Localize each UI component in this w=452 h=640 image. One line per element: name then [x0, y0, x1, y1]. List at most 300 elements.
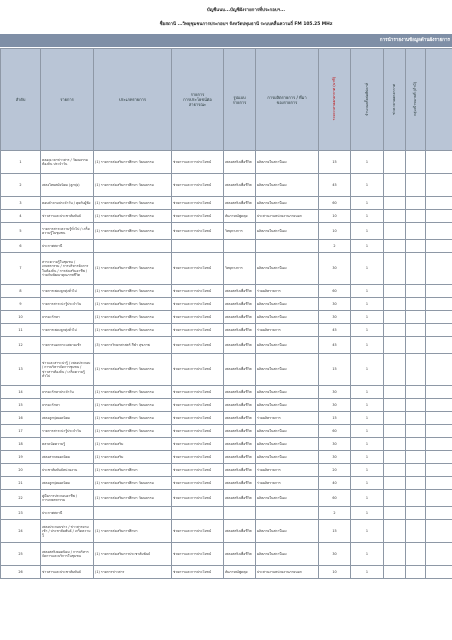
- cell-v1: 30: [319, 399, 351, 412]
- cell-format: เพลงสตริงเพื่อชีวิต: [224, 197, 256, 210]
- cell-empty: [406, 240, 426, 253]
- cell-empty: [406, 438, 426, 451]
- cell-category: ช่วยการและการประโยชน์: [172, 477, 224, 490]
- cell-type: (1) รายการส่งเสริมการศึกษา วัฒนธรรม: [94, 354, 172, 386]
- cell-v1: 45: [319, 337, 351, 354]
- cell-empty: [406, 566, 426, 579]
- cell-producer: ประสานงานหน่วยงานภายนอก: [256, 210, 319, 223]
- cell-producer: ผลิตภายในสถานีเอง: [256, 223, 319, 240]
- cell-name: รายการสาระความรู้ทั่วไป / เกร็ดความรู้ในชุมชน: [41, 223, 94, 240]
- cell-name: ข่าวสารและประชาสัมพันธ์: [41, 210, 94, 223]
- table-row: [1, 490, 452, 507]
- cell-name: เพลงไทยสมัยนิยม (ลูกทุ่ง): [41, 174, 94, 197]
- cell-no: 3: [1, 197, 41, 210]
- cell-no: 5: [1, 223, 41, 240]
- cell-type: (1) รายการส่งเสริมการศึกษา วัฒนธรรม: [94, 285, 172, 298]
- cell-empty: [406, 151, 426, 174]
- cell-format: เพลงสตริงเพื่อชีวิต: [224, 438, 256, 451]
- cell-no: 24: [1, 520, 41, 543]
- cell-name: คู่มือการประกอบอาชีพ / การเกษตรกรรม: [41, 490, 94, 507]
- table-row: [1, 566, 452, 579]
- cell-type: (1) รายการส่งเสริมการศึกษา วัฒนธรรม: [94, 386, 172, 399]
- cell-empty: [406, 253, 426, 285]
- cell-format: เพลงสตริงเพื่อชีวิต: [224, 412, 256, 425]
- cell-format: เพลงสตริงเพื่อชีวิต: [224, 543, 256, 566]
- cell-producer: ผลิตภายในสถานีเอง: [256, 298, 319, 311]
- document-subtitle: ชื่อสถานี ...วิทยุชุมชนการประกอบฯ จังหวัดปทุมธานี ระบบคลื่นความถี่ FM 105.25 MHz: [159, 22, 333, 27]
- cell-category: [172, 240, 224, 253]
- cell-empty: [384, 298, 406, 311]
- cell-type: (1) รายการส่งเสริมการศึกษา: [94, 464, 172, 477]
- cell-v2: 1: [351, 520, 384, 543]
- cell-v1: 60: [319, 490, 351, 507]
- cell-empty: [426, 151, 452, 174]
- cell-no: 13: [1, 354, 41, 386]
- cell-no: 15: [1, 399, 41, 412]
- cell-producer: ร่วมผลิตรายการ: [256, 477, 319, 490]
- cell-empty: [426, 425, 452, 438]
- cell-format: เพลงสตริงเพื่อชีวิต: [224, 477, 256, 490]
- cell-v2: 1: [351, 210, 384, 223]
- cell-format: เพลงสตริงเพื่อชีวิต: [224, 174, 256, 197]
- cell-v2: 1: [351, 464, 384, 477]
- table-row: [1, 298, 452, 311]
- cell-no: 16: [1, 412, 41, 425]
- header-audience: [406, 49, 426, 151]
- cell-empty: [426, 285, 452, 298]
- cell-category: ช่วยการและการประโยชน์: [172, 197, 224, 210]
- cell-v2: 1: [351, 337, 384, 354]
- table-row: [1, 151, 452, 174]
- table-row: [1, 223, 452, 240]
- cell-v2: 1: [351, 311, 384, 324]
- cell-name: ประชาสัมพันธ์หน่วยงาน: [41, 464, 94, 477]
- cell-type: (1) รายการส่งเสริมการศึกษา วัฒนธรรม: [94, 490, 172, 507]
- cell-empty: [426, 253, 452, 285]
- cell-empty: [384, 311, 406, 324]
- cell-format: เพลงสตริงเพื่อชีวิต: [224, 425, 256, 438]
- table-row: [1, 311, 452, 324]
- cell-format: เพลงสตริงเพื่อชีวิต: [224, 399, 256, 412]
- cell-producer: ผลิตภายในสถานีเอง: [256, 311, 319, 324]
- cell-category: ช่วยการและการประโยชน์: [172, 451, 224, 464]
- cell-name: เพลงลูกทุ่งยอดนิยม: [41, 477, 94, 490]
- table-row: [1, 477, 452, 490]
- cell-format: วิทยุทางการ: [224, 223, 256, 240]
- table-row: [1, 324, 452, 337]
- table-row: [1, 240, 452, 253]
- cell-empty: [406, 386, 426, 399]
- cell-type: (1) รายการส่งเสริมการศึกษา: [94, 520, 172, 543]
- cell-producer: [256, 240, 319, 253]
- cell-format: เพลงสตริงเพื่อชีวิต: [224, 451, 256, 464]
- header-type: ประเภทรายการ: [94, 49, 172, 151]
- cell-v1: 15: [319, 412, 351, 425]
- cell-category: ช่วยการและการประโยชน์: [172, 298, 224, 311]
- cell-producer: ร่วมผลิตรายการ: [256, 412, 319, 425]
- cell-name: รายการเพลงลูกทุ่งทั่วไป: [41, 285, 94, 298]
- cell-type: (1) รายการส่งเสริมการศึกษา วัฒนธรรม: [94, 151, 172, 174]
- cell-v1: 30: [319, 253, 351, 285]
- cell-format: เพลงสตริงเพื่อชีวิต: [224, 386, 256, 399]
- cell-category: ช่วยการและการประโยชน์: [172, 399, 224, 412]
- cell-empty: [384, 438, 406, 451]
- cell-empty: [406, 174, 426, 197]
- cell-empty: [406, 399, 426, 412]
- cell-empty: [384, 520, 406, 543]
- cell-no: 12: [1, 337, 41, 354]
- cell-v2: 1: [351, 477, 384, 490]
- cell-name: รายการสาระน่ารู้ประจำวัน: [41, 425, 94, 438]
- table-row: [1, 520, 452, 543]
- cell-producer: ผลิตภายในสถานีเอง: [256, 451, 319, 464]
- cell-name: ธรรมะรักษา: [41, 311, 94, 324]
- cell-v1: 2: [319, 240, 351, 253]
- cell-v2: 1: [351, 223, 384, 240]
- cell-empty: [406, 298, 426, 311]
- table-row: [1, 354, 452, 386]
- cell-v2: 1: [351, 285, 384, 298]
- cell-v2: 1: [351, 298, 384, 311]
- cell-type: (1) รายการส่งเสริมการศึกษา วัฒนธรรม: [94, 197, 172, 210]
- cell-category: ช่วยการและการประโยชน์: [172, 464, 224, 477]
- cell-producer: ร่วมผลิตรายการ: [256, 464, 319, 477]
- cell-empty: [384, 324, 406, 337]
- cell-empty: [426, 298, 452, 311]
- cell-producer: ผลิตภายในสถานีเอง: [256, 354, 319, 386]
- cell-empty: [426, 324, 452, 337]
- cell-empty: [406, 543, 426, 566]
- cell-category: ช่วยการและการประโยชน์: [172, 386, 224, 399]
- cell-no: 6: [1, 240, 41, 253]
- cell-v2: 1: [351, 507, 384, 520]
- cell-no: 2: [1, 174, 41, 197]
- cell-name: ธรรมะรักษาประจำวัน: [41, 386, 94, 399]
- cell-category: ช่วยการและการประโยชน์: [172, 566, 224, 579]
- table-row: [1, 210, 452, 223]
- header-timeslot-label: ช่วงเวลาออกอากาศ: [392, 83, 397, 115]
- cell-v1: 40: [319, 477, 351, 490]
- cell-v2: 1: [351, 399, 384, 412]
- table-row: [1, 412, 452, 425]
- cell-category: [172, 507, 224, 520]
- header-frequency-label: จำนวนครั้งต่อสัปดาห์: [364, 82, 369, 116]
- cell-v1: 30: [319, 298, 351, 311]
- cell-name: รายการสาระน่ารู้ประจำวัน: [41, 298, 94, 311]
- cell-name: ธรรมะรักษา: [41, 399, 94, 412]
- cell-type: (1) รายการส่งเสริมการศึกษา วัฒนธรรม: [94, 210, 172, 223]
- table-body: [1, 151, 452, 579]
- table-row: [1, 197, 452, 210]
- table-row: [1, 399, 452, 412]
- header-frequency: [351, 49, 384, 151]
- cell-v2: 1: [351, 425, 384, 438]
- cell-producer: ผลิตภายในสถานีเอง: [256, 438, 319, 451]
- header-category: รายการ การประโยชน์ต่อ สาธารณะ: [172, 49, 224, 151]
- cell-no: 4: [1, 210, 41, 223]
- cell-format: เพลงสตริงเพื่อชีวิต: [224, 490, 256, 507]
- cell-empty: [384, 240, 406, 253]
- cell-empty: [406, 223, 426, 240]
- cell-category: ช่วยการและการประโยชน์: [172, 324, 224, 337]
- cell-empty: [406, 507, 426, 520]
- header-audience-label: กลุ่มเป้าหมายที่ (ถ้ามี): [413, 81, 418, 116]
- cell-category: ช่วยการและการประโยชน์: [172, 223, 224, 240]
- table-row: [1, 253, 452, 285]
- cell-name: เพลงสากลยอดนิยม: [41, 451, 94, 464]
- cell-v1: 30: [319, 386, 351, 399]
- cell-v1: 45: [319, 324, 351, 337]
- cell-name: เพลงสตริงยอดนิยม / การบริหารจัดการและบริการในชุมชน: [41, 543, 94, 566]
- cell-empty: [384, 151, 406, 174]
- cell-type: [94, 507, 172, 520]
- cell-category: ช่วยการและการประโยชน์: [172, 354, 224, 386]
- cell-v1: 30: [319, 311, 351, 324]
- cell-category: ช่วยการและการประโยชน์: [172, 490, 224, 507]
- cell-empty: [426, 197, 452, 210]
- cell-empty: [384, 337, 406, 354]
- cell-name: ประกาศสถานี: [41, 507, 94, 520]
- cell-format: เพลงสตริงเพื่อชีวิต: [224, 324, 256, 337]
- banner-label: การนำรายงานข้อมูลด้านผังรายการ: [379, 38, 450, 43]
- cell-empty: [384, 477, 406, 490]
- header-name: รายการ: [41, 49, 94, 151]
- cell-no: 17: [1, 425, 41, 438]
- cell-v1: 30: [319, 543, 351, 566]
- cell-empty: [426, 477, 452, 490]
- cell-no: 18: [1, 438, 41, 451]
- header-extra: [426, 49, 452, 151]
- cell-type: (3) รายการวิทยาศาสตร์ กีฬา สุขภาพ: [94, 337, 172, 354]
- table-header-row: [1, 49, 452, 151]
- cell-empty: [426, 520, 452, 543]
- cell-category: ช่วยการและการประโยชน์: [172, 253, 224, 285]
- cell-no: 7: [1, 253, 41, 285]
- cell-empty: [406, 425, 426, 438]
- table-row: [1, 438, 452, 451]
- cell-format: [224, 507, 256, 520]
- cell-category: ช่วยการและการประโยชน์: [172, 412, 224, 425]
- cell-empty: [384, 566, 406, 579]
- cell-format: เพลงสตริงเพื่อชีวิต: [224, 464, 256, 477]
- header-duration-label: ระยะเวลาออกอากาศ (นาที): [332, 77, 337, 121]
- cell-producer: ผลิตภายในสถานีเอง: [256, 425, 319, 438]
- cell-producer: ผลิตภายในสถานีเอง: [256, 337, 319, 354]
- cell-empty: [406, 451, 426, 464]
- cell-name: เพลงลูกทุ่งยอดนิยม: [41, 412, 94, 425]
- cell-empty: [384, 507, 406, 520]
- cell-v2: 1: [351, 543, 384, 566]
- cell-format: เพลงสตริงเพื่อชีวิต: [224, 354, 256, 386]
- cell-type: (1) รายการส่งเสริมการศึกษา วัฒนธรรม: [94, 174, 172, 197]
- cell-empty: [406, 464, 426, 477]
- program-schedule-table: [0, 48, 452, 579]
- cell-empty: [426, 240, 452, 253]
- cell-empty: [426, 566, 452, 579]
- cell-empty: [384, 210, 406, 223]
- cell-name: รายการนอกกระแสยามเช้า: [41, 337, 94, 354]
- cell-category: ช่วยการและการประโยชน์: [172, 174, 224, 197]
- cell-empty: [406, 311, 426, 324]
- cell-empty: [406, 477, 426, 490]
- cell-empty: [384, 490, 406, 507]
- cell-no: 14: [1, 386, 41, 399]
- table-row: [1, 174, 452, 197]
- cell-v2: 1: [351, 438, 384, 451]
- cell-category: ช่วยการและการประโยชน์: [172, 311, 224, 324]
- cell-producer: ผลิตภายในสถานีเอง: [256, 253, 319, 285]
- cell-producer: ผลิตภายในสถานีเอง: [256, 386, 319, 399]
- cell-empty: [384, 197, 406, 210]
- cell-empty: [426, 210, 452, 223]
- cell-no: 1: [1, 151, 41, 174]
- cell-empty: [426, 438, 452, 451]
- cell-type: (1) รายการส่งเสริม: [94, 451, 172, 464]
- header-no: ลำดับ: [1, 49, 41, 151]
- cell-empty: [384, 386, 406, 399]
- cell-v2: 1: [351, 174, 384, 197]
- cell-v2: 1: [351, 197, 384, 210]
- cell-type: [94, 240, 172, 253]
- cell-empty: [384, 412, 406, 425]
- cell-type: (1) รายการส่งเสริมการศึกษา วัฒนธรรม: [94, 412, 172, 425]
- cell-empty: [426, 543, 452, 566]
- cell-name: ตลอดเวลาข่าวสาร / วัฒนธรรมท้องถิ่น ประจำวัน: [41, 151, 94, 174]
- cell-empty: [406, 520, 426, 543]
- table-row: [1, 507, 452, 520]
- cell-empty: [406, 285, 426, 298]
- cell-category: ช่วยการและการประโยชน์: [172, 425, 224, 438]
- cell-empty: [406, 197, 426, 210]
- cell-name: ตลาดนัดความรู้: [41, 438, 94, 451]
- cell-v1: 60: [319, 425, 351, 438]
- cell-type: (1) รายการส่งเสริมการศึกษา วัฒนธรรม: [94, 311, 172, 324]
- header-duration: [319, 49, 351, 151]
- cell-type: (1) รายการส่งเสริมการศึกษา วัฒนธรรม: [94, 298, 172, 311]
- cell-v2: 1: [351, 324, 384, 337]
- cell-empty: [384, 399, 406, 412]
- cell-v1: 10: [319, 223, 351, 240]
- cell-category: ช่วยการและการประโยชน์: [172, 210, 224, 223]
- cell-no: 23: [1, 507, 41, 520]
- cell-producer: [256, 507, 319, 520]
- cell-type: (1) รายการส่งเสริม: [94, 438, 172, 451]
- cell-type: (1) รายการส่งเสริมการประชาสัมพันธ์: [94, 543, 172, 566]
- cell-no: 22: [1, 490, 41, 507]
- cell-format: เพลงสตริงเพื่อชีวิต: [224, 337, 256, 354]
- cell-no: 10: [1, 311, 41, 324]
- cell-producer: ร่วมผลิตรายการ: [256, 285, 319, 298]
- cell-type: (1) รายการส่งเสริมการศึกษา วัฒนธรรม: [94, 477, 172, 490]
- cell-v2: 1: [351, 354, 384, 386]
- cell-format: เพลงสตริงเพื่อชีวิต: [224, 311, 256, 324]
- cell-producer: ผลิตภายในสถานีเอง: [256, 490, 319, 507]
- cell-producer: ผลิตภายในสถานีเอง: [256, 151, 319, 174]
- cell-v2: 1: [351, 151, 384, 174]
- cell-type: (1) รายการส่งเสริมการศึกษา วัฒนธรรม: [94, 253, 172, 285]
- cell-v1: 60: [319, 197, 351, 210]
- cell-category: ช่วยการและการประโยชน์: [172, 438, 224, 451]
- cell-no: 26: [1, 566, 41, 579]
- header-producer: การผลิตรายการ / ที่มา ของรายการ: [256, 49, 319, 151]
- cell-v1: 30: [319, 438, 351, 451]
- cell-producer: ผลิตภายในสถานีเอง: [256, 399, 319, 412]
- cell-empty: [426, 507, 452, 520]
- cell-type: (1) รายการส่งเสริมการศึกษา วัฒนธรรม: [94, 324, 172, 337]
- cell-category: ช่วยการและการประโยชน์: [172, 543, 224, 566]
- cell-category: ช่วยการและการประโยชน์: [172, 151, 224, 174]
- cell-empty: [426, 174, 452, 197]
- cell-type: (1) รายการส่งเสริมการศึกษา วัฒนธรรม: [94, 223, 172, 240]
- cell-name: ข่าวและสาระน่ารู้ / เพลงประกอบ / การบริหารจัดการชุมชน / ข่าวสารท้องถิ่น / เกร็ดความรู้ทั่วไป: [41, 354, 94, 386]
- header-format: รูปแบบ รายการ: [224, 49, 256, 151]
- cell-producer: ประสานงานหน่วยงานภายนอก: [256, 566, 319, 579]
- cell-empty: [426, 464, 452, 477]
- cell-name: ประกาศสถานี: [41, 240, 94, 253]
- cell-v1: 15: [319, 354, 351, 386]
- cell-v1: 45: [319, 174, 351, 197]
- cell-name: ตอบคำถามประจำวัน / คุยกับผู้ฟัง: [41, 197, 94, 210]
- header-timeslot: [384, 49, 406, 151]
- cell-empty: [426, 311, 452, 324]
- cell-no: 20: [1, 464, 41, 477]
- cell-empty: [384, 285, 406, 298]
- cell-category: ช่วยการและการประโยชน์: [172, 337, 224, 354]
- cell-v2: 1: [351, 490, 384, 507]
- cell-empty: [426, 223, 452, 240]
- cell-no: 9: [1, 298, 41, 311]
- cell-v1: 15: [319, 520, 351, 543]
- table-row: [1, 285, 452, 298]
- cell-empty: [406, 324, 426, 337]
- cell-empty: [384, 425, 406, 438]
- cell-empty: [384, 354, 406, 386]
- cell-format: วิทยุทางการ: [224, 253, 256, 285]
- table-row: [1, 425, 452, 438]
- cell-empty: [406, 210, 426, 223]
- cell-format: สัมภาษณ์พูดคุย: [224, 566, 256, 579]
- cell-producer: ร่วมผลิตรายการ: [256, 324, 319, 337]
- cell-v1: 10: [319, 210, 351, 223]
- cell-producer: ผลิตภายในสถานีเอง: [256, 520, 319, 543]
- cell-v1: 2: [319, 507, 351, 520]
- cell-name: ข่าวสารและประชาสัมพันธ์: [41, 566, 94, 579]
- cell-no: 21: [1, 477, 41, 490]
- cell-empty: [384, 223, 406, 240]
- cell-v1: 30: [319, 451, 351, 464]
- cell-format: [224, 240, 256, 253]
- table-row: [1, 386, 452, 399]
- cell-empty: [426, 337, 452, 354]
- cell-type: (1) รายการส่งเสริมการศึกษา วัฒนธรรม: [94, 425, 172, 438]
- cell-v1: 15: [319, 151, 351, 174]
- cell-v2: 1: [351, 412, 384, 425]
- cell-category: ช่วยการและการประโยชน์: [172, 285, 224, 298]
- cell-no: 19: [1, 451, 41, 464]
- cell-no: 8: [1, 285, 41, 298]
- cell-empty: [384, 543, 406, 566]
- cell-name: สาระความรู้ในชุมชน / เกษตรกรรม / การบริหารจัดการในท้องถิ่น / การส่งเสริมอาชีพ / ร่วมกันพัฒนาคุณภาพชีวิต: [41, 253, 94, 285]
- cell-empty: [406, 337, 426, 354]
- document-title: บัญชีแนบ...บัญชีผังรายการที่ประกอบฯ...: [206, 8, 286, 13]
- cell-no: 11: [1, 324, 41, 337]
- cell-format: เพลงสตริงเพื่อชีวิต: [224, 520, 256, 543]
- cell-name: เพลงประกอบข่าว / ข่าวสารยามเช้า / ประชาสัมพันธ์ / เกร็ดความรู้: [41, 520, 94, 543]
- cell-empty: [384, 451, 406, 464]
- cell-empty: [384, 253, 406, 285]
- cell-empty: [426, 354, 452, 386]
- cell-v2: 1: [351, 566, 384, 579]
